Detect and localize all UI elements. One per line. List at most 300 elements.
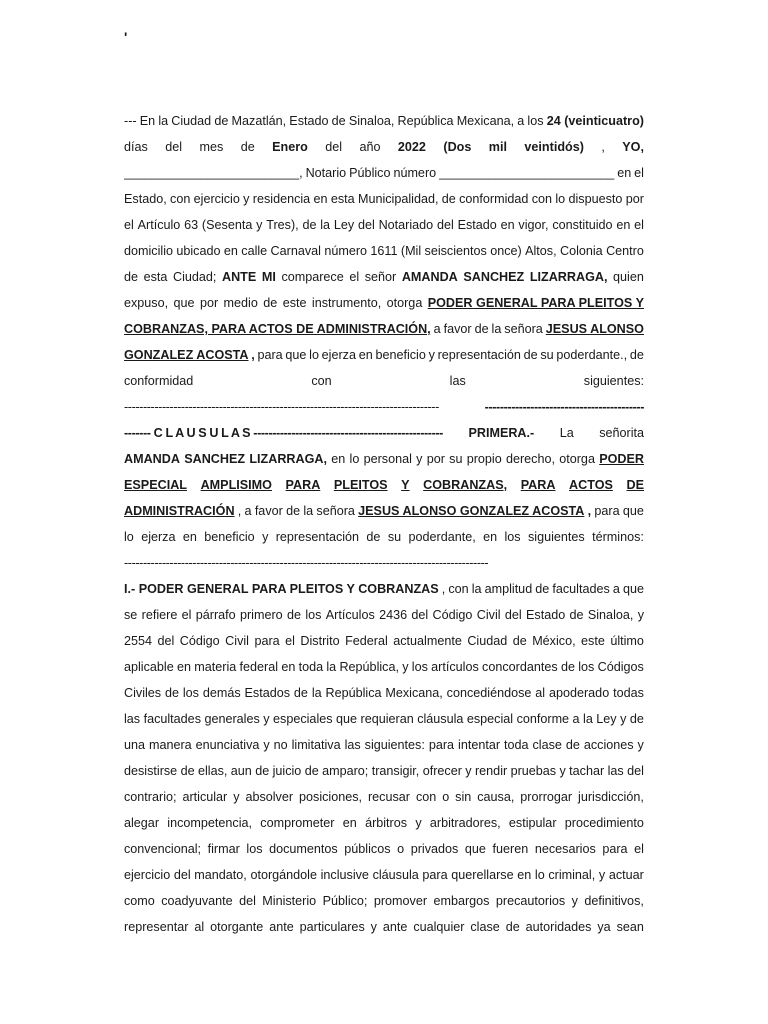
- text-run: inclusive: [320, 868, 369, 882]
- text-run: se: [124, 608, 138, 622]
- text-run: para: [254, 634, 280, 648]
- text-run: Ciudad: [467, 634, 508, 648]
- text-line: [124, 576, 644, 602]
- text-run: COBRANZAS, PARA ACTOS DE ADMINISTRACIÓN,: [124, 322, 431, 336]
- text-run: recusar: [367, 790, 410, 804]
- text-run: de: [569, 608, 584, 622]
- text-run: LIZARRAGA,: [529, 270, 608, 284]
- text-run: de: [255, 764, 270, 778]
- text-run: el: [349, 270, 360, 284]
- text-line: [124, 706, 644, 732]
- text-run: beneficio: [375, 348, 426, 362]
- text-run: domicilio: [124, 244, 173, 258]
- text-run: de: [304, 764, 319, 778]
- text-run: documentos: [269, 842, 338, 856]
- text-run: limitativa: [291, 738, 341, 752]
- document-body: [124, 108, 644, 940]
- text-run: SANCHEZ: [184, 452, 246, 466]
- text-run: del: [504, 608, 522, 622]
- text-line: [124, 888, 644, 914]
- text-run: y: [370, 920, 377, 934]
- text-run: con: [415, 790, 437, 804]
- text-run: seiscientos: [424, 244, 487, 258]
- text-run: como: [124, 894, 155, 908]
- text-run: (Mil: [400, 244, 422, 258]
- text-run: medio: [223, 296, 258, 310]
- text-run: al: [535, 686, 546, 700]
- text-run: concordantes: [482, 660, 558, 674]
- text-run: ejercicio: [193, 192, 240, 206]
- text-run: de: [441, 192, 456, 206]
- text-run: PODER GENERAL PARA PLEITOS Y: [427, 296, 644, 310]
- text-run: juicio: [272, 764, 302, 778]
- text-run: pruebas: [510, 764, 557, 778]
- text-run: las: [449, 374, 466, 388]
- text-run: en: [176, 660, 191, 674]
- text-run: siguientes: [527, 530, 585, 544]
- text-run: Sinaloa,: [587, 608, 634, 622]
- text-run: y: [256, 218, 263, 232]
- text-run: las: [124, 712, 141, 726]
- text-run: DE: [626, 478, 644, 492]
- text-run: señora: [504, 322, 543, 336]
- text-run: I.- PODER GENERAL PARA PLEITOS Y COBRANZAS: [124, 582, 439, 596]
- text-run: aplicable: [124, 660, 174, 674]
- text-run: Civil: [225, 634, 249, 648]
- text-run: su: [449, 452, 463, 466]
- text-run: Tres),: [266, 218, 299, 232]
- text-run: (Sesenta: [201, 218, 253, 232]
- text-run: posiciones,: [299, 790, 363, 804]
- text-run: LIZARRAGA,: [249, 452, 327, 466]
- text-run: de: [124, 270, 139, 284]
- text-run: 2436: [379, 608, 408, 622]
- text-run: favor: [443, 322, 472, 336]
- text-run: para: [602, 842, 628, 856]
- text-line: [124, 134, 644, 160]
- text-run: Códigos: [597, 660, 644, 674]
- text-run: Carnaval: [270, 244, 321, 258]
- text-run: once): [490, 244, 522, 258]
- text-run: no: [273, 738, 288, 752]
- text-run: del: [173, 868, 191, 882]
- text-run: generales: [204, 712, 260, 726]
- text-run: del: [357, 218, 375, 232]
- text-run: ejercicio: [124, 868, 171, 882]
- text-line: [124, 420, 644, 446]
- text-run: federal: [239, 660, 279, 674]
- text-line: [124, 368, 644, 394]
- text-run: de: [214, 114, 229, 128]
- text-run: instrumento,: [311, 296, 382, 310]
- text-run: y: [620, 712, 627, 726]
- text-run: en: [281, 660, 296, 674]
- text-run: que: [464, 842, 486, 856]
- text-run: del: [436, 218, 454, 232]
- text-line: [124, 628, 644, 654]
- text-run: especial: [466, 712, 514, 726]
- text-run: una: [124, 738, 146, 752]
- text-run: de: [505, 920, 520, 934]
- text-run: públicos: [344, 842, 391, 856]
- text-run: clase: [470, 920, 500, 934]
- text-run: conforme: [516, 712, 570, 726]
- text-run: PARA: [520, 478, 556, 492]
- text-run: los: [411, 660, 428, 674]
- text-line: [124, 758, 644, 784]
- text-run: a: [572, 712, 580, 726]
- text-run: En: [139, 114, 156, 128]
- text-run: necesarios: [534, 842, 596, 856]
- text-run: Altos,: [525, 244, 557, 258]
- text-run: de: [366, 530, 381, 544]
- text-run: siguientes:: [583, 374, 644, 388]
- text-run: primero: [239, 608, 283, 622]
- text-run: días: [124, 140, 148, 154]
- text-run: lo: [349, 452, 360, 466]
- text-run: convencional;: [124, 842, 202, 856]
- text-run: acciones: [583, 738, 634, 752]
- text-run: términos:: [592, 530, 644, 544]
- text-run: que: [173, 296, 195, 310]
- text-run: PLEITOS: [333, 478, 388, 492]
- text-run: al: [194, 920, 205, 934]
- text-run: los: [305, 608, 322, 622]
- text-run: de: [512, 634, 527, 648]
- text-run: del: [627, 764, 644, 778]
- text-run: República,: [339, 660, 399, 674]
- text-run: ,: [251, 348, 255, 362]
- text-run: Estados: [244, 686, 291, 700]
- text-run: ------------------------------------------------------------------------------------------------: [124, 556, 489, 570]
- text-run: Notario: [305, 166, 347, 180]
- text-run: YO,: [622, 140, 644, 154]
- text-run: ejerza: [141, 530, 176, 544]
- text-run: personal: [363, 452, 412, 466]
- text-run: en: [500, 218, 515, 232]
- text-line: [124, 498, 644, 524]
- text-run: de: [293, 686, 308, 700]
- text-run: el: [634, 218, 644, 232]
- text-line: [124, 680, 644, 706]
- text-run: en: [483, 530, 498, 544]
- text-run: para: [594, 504, 620, 518]
- text-run: ubicado: [176, 244, 221, 258]
- text-run: y: [233, 790, 240, 804]
- text-run: y: [598, 868, 606, 882]
- text-run: ya: [597, 920, 611, 934]
- text-run: facultades: [143, 712, 201, 726]
- text-run: quien: [613, 270, 644, 284]
- text-run: del: [157, 634, 175, 648]
- text-run: otorga: [559, 452, 595, 466]
- text-run: veintidós): [524, 140, 584, 154]
- text-line: [124, 238, 644, 264]
- text-run: favor: [254, 504, 283, 518]
- text-run: párrafo: [195, 608, 236, 622]
- text-run: Y: [401, 478, 410, 492]
- text-run: o: [397, 842, 405, 856]
- text-run: para: [422, 868, 448, 882]
- text-run: Ciudad;: [172, 270, 217, 284]
- text-run: la: [583, 712, 593, 726]
- text-run: su: [387, 530, 402, 544]
- text-run: arbitradores,: [429, 816, 501, 830]
- text-run: Enero: [272, 140, 308, 154]
- text-run: cualquier: [413, 920, 465, 934]
- text-run: comparece: [281, 270, 344, 284]
- text-run: a: [612, 582, 620, 596]
- text-run: ESPECIAL: [124, 478, 187, 492]
- text-line: [124, 654, 644, 680]
- text-run: y: [571, 894, 578, 908]
- text-run: número: [393, 166, 437, 180]
- text-run: constituido: [552, 218, 613, 232]
- text-run: tachar: [569, 764, 605, 778]
- text-line: [124, 264, 644, 290]
- text-run: 2554: [124, 634, 153, 648]
- text-run: ,: [441, 582, 446, 596]
- text-run: 1611: [370, 244, 398, 258]
- text-run: República: [397, 114, 454, 128]
- text-run: mes: [199, 140, 224, 154]
- text-run: Ley: [596, 712, 617, 726]
- text-run: México,: [532, 634, 576, 648]
- text-run: Sinaloa,: [348, 114, 395, 128]
- text-run: absolver: [245, 790, 294, 804]
- text-run: las: [607, 764, 624, 778]
- text-run: concediéndose: [446, 686, 532, 700]
- text-run: la: [320, 218, 331, 232]
- text-run: el: [634, 166, 644, 180]
- text-run: Civiles: [124, 686, 162, 700]
- text-run: AMANDA: [124, 452, 180, 466]
- text-run: residencia: [252, 192, 311, 206]
- text-run: contrario;: [124, 790, 177, 804]
- text-run: la: [326, 660, 337, 674]
- text-line: [124, 550, 644, 576]
- text-run: representación: [437, 348, 521, 362]
- text-run: ejerza: [321, 348, 356, 362]
- text-run: rendir: [474, 764, 508, 778]
- text-run: aun: [230, 764, 252, 778]
- text-run: a: [244, 504, 252, 518]
- text-run: -----------------------------------------------------------------------------------: [124, 400, 439, 414]
- text-run: comprometer: [260, 816, 335, 830]
- text-run: la: [311, 686, 322, 700]
- text-line: [124, 810, 644, 836]
- text-run: la: [471, 582, 482, 596]
- text-run: la: [158, 114, 169, 128]
- text-line: [124, 472, 644, 498]
- text-line: [124, 342, 644, 368]
- text-run: causa,: [477, 790, 515, 804]
- text-run: definitivos,: [584, 894, 644, 908]
- text-run: de: [474, 322, 489, 336]
- text-run: calle: [241, 244, 268, 258]
- text-run: o: [442, 790, 450, 804]
- text-run: de: [535, 582, 550, 596]
- text-run: Estado: [526, 608, 566, 622]
- text-run: ante: [269, 920, 294, 934]
- text-run: autoridades: [525, 920, 592, 934]
- text-run: 2022: [397, 140, 426, 154]
- text-run: y: [263, 738, 270, 752]
- text-line: [124, 290, 644, 316]
- text-run: en: [331, 452, 346, 466]
- text-run: lo: [309, 348, 319, 362]
- text-run: ,: [237, 504, 242, 518]
- text-run: para: [428, 738, 455, 752]
- text-run: que: [336, 712, 358, 726]
- text-run: señorita: [599, 426, 644, 440]
- text-run: el: [634, 842, 644, 856]
- text-run: en: [616, 218, 631, 232]
- text-run: manera: [148, 738, 192, 752]
- text-run: los: [182, 686, 199, 700]
- text-run: cláusula: [417, 712, 464, 726]
- text-run: Código: [179, 634, 220, 648]
- text-run: 24 (veinticuatro): [546, 114, 644, 128]
- text-run: toda: [298, 660, 324, 674]
- top-mark: ': [124, 29, 128, 45]
- text-run: representar: [124, 920, 189, 934]
- text-run: del: [165, 140, 183, 154]
- text-run: requieran: [360, 712, 414, 726]
- text-run: materia: [194, 660, 237, 674]
- text-run: SANCHEZ: [463, 270, 525, 284]
- text-run: sin: [455, 790, 472, 804]
- text-run: Federal: [345, 634, 388, 648]
- text-run: Municipalidad,: [357, 192, 439, 206]
- text-run: PODER: [599, 452, 644, 466]
- text-run: criminal,: [548, 868, 596, 882]
- text-run: apoderado: [548, 686, 610, 700]
- text-run: especiales: [273, 712, 333, 726]
- text-run: año: [359, 140, 381, 154]
- text-run: Distrito: [300, 634, 340, 648]
- text-run: que: [622, 504, 644, 518]
- text-run: en: [617, 166, 632, 180]
- text-run: Estado: [457, 218, 497, 232]
- text-run: expuso,: [124, 296, 169, 310]
- text-run: toda: [504, 738, 529, 752]
- text-run: Artículo: [137, 218, 181, 232]
- text-line: [124, 836, 644, 862]
- text-run: jurisdicción,: [578, 790, 644, 804]
- text-run: mil: [488, 140, 507, 154]
- text-run: de: [180, 764, 195, 778]
- text-run: de: [164, 686, 179, 700]
- text-run: de: [629, 712, 644, 726]
- text-run: la: [491, 322, 502, 336]
- text-run: otorgándole: [250, 868, 317, 882]
- text-run: refiere: [141, 608, 178, 622]
- text-run: con: [531, 192, 553, 206]
- text-run: de: [629, 348, 644, 362]
- text-line: [124, 914, 644, 940]
- text-run: el: [124, 218, 134, 232]
- text-run: PRIMERA.-: [468, 426, 535, 440]
- text-run: en: [182, 530, 197, 544]
- text-run: querellarse: [451, 868, 514, 882]
- text-run: con: [448, 582, 469, 596]
- text-run: y: [416, 452, 423, 466]
- text-run: Mazatlán,: [231, 114, 287, 128]
- text-line: [124, 602, 644, 628]
- text-run: y: [637, 608, 644, 622]
- text-run: coadyuvante: [161, 894, 233, 908]
- text-run: este: [282, 296, 307, 310]
- text-run: el: [285, 634, 295, 648]
- text-run: en: [313, 192, 328, 206]
- text-run: siguientes:: [364, 738, 425, 752]
- text-run: derecho,: [505, 452, 555, 466]
- text-run: y: [465, 764, 472, 778]
- text-run: los: [504, 530, 521, 544]
- text-run: Estado,: [124, 192, 167, 206]
- text-run: y: [243, 192, 250, 206]
- text-run: Público: [349, 166, 391, 180]
- text-run: vigor,: [518, 218, 549, 232]
- text-run: árbitros: [365, 816, 408, 830]
- text-run: ADMINISTRACIÓN: [124, 504, 235, 518]
- text-run: y: [415, 816, 422, 830]
- text-run: amplitud: [484, 582, 533, 596]
- text-run: del: [239, 894, 256, 908]
- text-run: dispuesto: [568, 192, 623, 206]
- text-run: estipular: [508, 816, 557, 830]
- text-run: en: [358, 348, 373, 362]
- text-run: incompetencia,: [167, 816, 253, 830]
- text-run: demás: [202, 686, 241, 700]
- text-run: ,: [587, 504, 592, 518]
- text-run: (Dos: [443, 140, 472, 154]
- text-run: Ley: [333, 218, 355, 232]
- text-run: PARA: [285, 478, 321, 492]
- text-run: artículos: [431, 660, 479, 674]
- text-run: JESUS ALONSO: [545, 322, 644, 336]
- text-run: Estado: [289, 114, 329, 128]
- text-run: de: [263, 296, 278, 310]
- text-run: Mexicana,: [456, 114, 515, 128]
- text-run: en: [223, 244, 238, 258]
- text-run: La: [559, 426, 574, 440]
- text-run: de: [560, 660, 575, 674]
- text-run: de: [565, 738, 580, 752]
- text-run: las: [344, 738, 361, 752]
- text-line: [124, 862, 644, 888]
- text-run: ofrecer: [422, 764, 462, 778]
- text-run: procedimiento: [564, 816, 644, 830]
- text-run: la: [303, 504, 314, 518]
- text-run: otorga: [386, 296, 423, 310]
- text-run: COBRANZAS,: [423, 478, 508, 492]
- text-run: los: [527, 114, 544, 128]
- text-run: representación: [275, 530, 360, 544]
- text-run: esta: [330, 192, 355, 206]
- text-line: [124, 108, 644, 134]
- text-line: [124, 446, 644, 472]
- text-run: Civil: [476, 608, 501, 622]
- text-run: en: [342, 816, 357, 830]
- text-run: firmar: [207, 842, 240, 856]
- text-run: MI: [261, 270, 276, 284]
- text-run: ellas,: [198, 764, 228, 778]
- text-run: intentar: [458, 738, 501, 752]
- text-run: de: [287, 608, 302, 622]
- text-run: conformidad: [124, 374, 194, 388]
